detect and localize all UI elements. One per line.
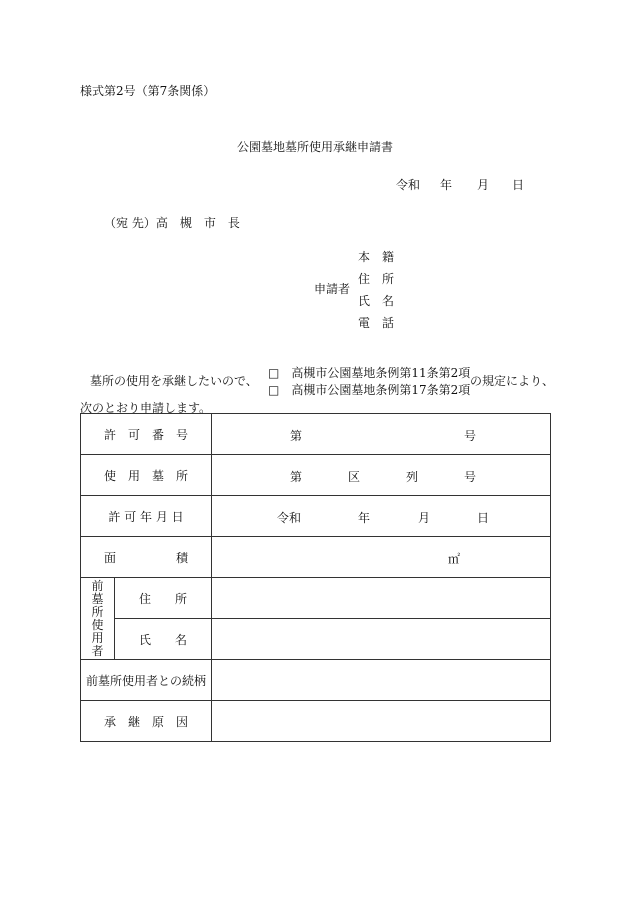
intro-line2: 次のとおり申請します。 [80,401,212,415]
field-name: 氏 名 [358,294,395,308]
date-month: 月 [477,178,490,192]
previous-user-char: 墓 [91,591,104,606]
permit-date-month: 月 [418,511,431,525]
permit-number-label: 許 可 番 号 [81,414,212,455]
field-honseki: 本 籍 [358,250,395,264]
grave-site-retsu: 列 [406,470,419,484]
row-area [81,537,551,578]
addressee: （宛 先）高 槻 市 長 [104,216,240,230]
row-permit-number [81,414,551,455]
date-era: 令和 [396,178,421,192]
previous-user-char: 所 [91,604,104,619]
option-article-17[interactable]: □ 高槻市公園墓地条例第17条第2項 [268,383,471,397]
applicant-label: 申請者 [314,282,351,296]
date-day: 日 [512,178,525,192]
previous-user-char: 者 [91,643,104,658]
grave-site-dai: 第 [290,470,303,484]
grave-site-go: 号 [464,470,477,484]
relationship-value[interactable] [212,660,551,701]
row-grave-site [81,455,551,496]
succession-reason-value[interactable] [212,701,551,742]
previous-address-value[interactable] [212,578,551,619]
permit-number-suffix: 号 [464,429,477,443]
permit-date-value[interactable] [212,496,551,537]
intro-suffix: の規定により、 [470,374,555,388]
succession-reason-label: 承 継 原 因 [81,701,212,742]
document-title: 公園墓地墓所使用承継申請書 [236,140,393,154]
previous-address-label: 住 所 [115,578,212,619]
permit-date-year: 年 [358,511,371,525]
previous-user-char: 用 [91,630,104,645]
field-address: 住 所 [358,272,395,286]
previous-user-label [81,578,115,660]
row-previous-name [81,619,551,660]
field-phone: 電 話 [358,316,395,330]
permit-date-label: 許 可 年 月 日 [81,496,212,537]
relationship-label: 前墓所使用者との続柄 [81,660,212,701]
area-label: 面 積 [81,537,212,578]
permit-number-value[interactable] [212,414,551,455]
previous-name-value[interactable] [212,619,551,660]
date-year: 年 [440,178,453,192]
permit-number-prefix: 第 [290,429,303,443]
grave-site-value[interactable] [212,455,551,496]
area-value[interactable] [212,537,551,578]
permit-date-day: 日 [477,511,490,525]
form-number: 様式第2号（第7条関係） [80,84,216,98]
grave-site-ku: 区 [348,470,361,484]
application-table [80,413,551,742]
area-unit: ㎡ [448,552,461,566]
previous-user-char: 使 [91,617,104,632]
permit-date-era: 令和 [277,511,302,525]
row-previous-address [81,578,551,619]
previous-name-label: 氏 名 [115,619,212,660]
row-permit-date [81,496,551,537]
row-succession-reason [81,701,551,742]
row-relationship [81,660,551,701]
option-article-11[interactable]: □ 高槻市公園墓地条例第11条第2項 [268,366,471,380]
intro-prefix: 墓所の使用を承継したいので、 [90,374,258,388]
grave-site-label: 使 用 墓 所 [81,455,212,496]
previous-user-char: 前 [91,578,104,593]
